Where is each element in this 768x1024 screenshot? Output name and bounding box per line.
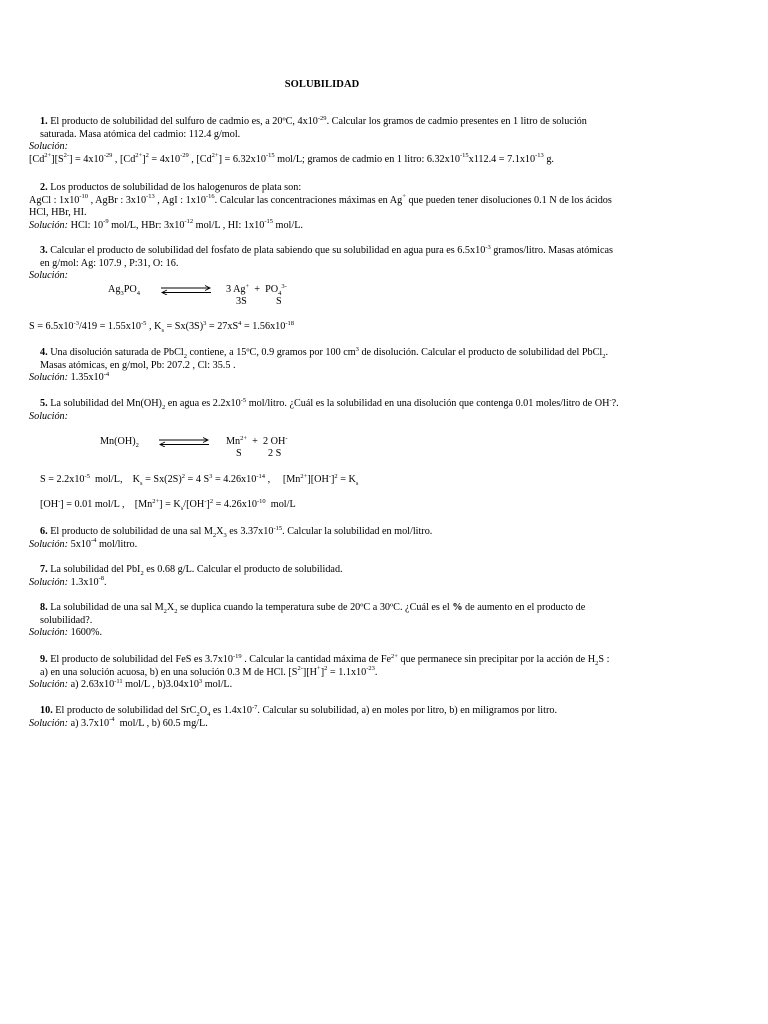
calculation-line: $S = 6.5x10^{-3}/419 = 1.55x10^{-5}$ , $K_s = Sx(3S)^3 = 27xS^4 = 1.56x10^{-18}$ [29,319,295,335]
solution-label: Solución: [29,219,69,231]
equation-products: $Mn^{2+} + 2$ OH- [226,434,288,447]
equilibrium-arrows-icon [160,285,212,295]
problem-number: 10. [40,705,53,716]
problem-number: 7. [40,564,48,575]
solution-text: $5x10^{-4}$ mol/litro. [70,537,138,550]
solution-text: HCl: $10^{-9}$ mol/L, HBr: $3x10^{-12}$ mol/L , HI: $1x10^{-15}$ mol/L. [70,218,303,231]
stoich-under-2: S [276,296,282,307]
problem-number: 9. [40,654,48,665]
problem-3 [29,245,619,283]
problem-text: Los productos de solubilidad de los halogenuros de plata son: [50,182,302,193]
problem-text: La solubilidad del $Mn(OH)_2$ en agua es $2.2x10^{-5}$ mol/litro. ¿Cuál es la solubilidad en una disolución que contenga 0.01 moles/litro de OH-?. [50,396,619,412]
solution-text: $1.35x10^{-4}$ [70,370,110,383]
problem-number: 1. [40,116,48,127]
problem-number: 4. [40,347,48,358]
problem-number: 6. [40,526,48,537]
solution-label: Solución: [29,627,69,638]
solution-label: Solución: [29,410,69,422]
solution-label: Solución: [29,538,69,550]
problem-8 [29,602,619,640]
solution-label: Solución: [29,372,69,383]
solution-label: Solución: [29,717,69,729]
problem-number: 3. [40,245,48,256]
problem-text: El producto de solubilidad del FeS es $3.7x10^{-19}$ . Calcular la cantidad máxima de $Fe^{2+}$ que permanece sin precipitar por la acción de $H_2S$ : a) en una solución acuosa, b) en una solución 0.3 M de HCl. $[S^{2-}][H^+]^2 = 1.1x10^{-23}$. [40,652,610,678]
equilibrium-arrows-icon [158,437,210,447]
problem-7 [29,564,619,589]
problem-5 [29,398,619,423]
problem-number: 8. [40,602,48,613]
problem-text: Una disolución saturada de PbCl$_2$ contiene, a 15ºC, 0.9 gramos por 100 $cm^3$ de disolución. Calcular el producto de solubilidad del PbCl$_2$. Masas atómicas, en g/mol, Pb: 207.2 , Cl: 35.5 . [40,345,609,371]
calculation-line-1: $S = 2.2x10^{-5}$ mol/L, $K_s = Sx(2S)^2 = 4$ $S^3 = 4.26x10^{-14}$ , $[Mn^{2+}][OH^-]^2 = K_s$ [40,472,359,488]
problem-text: El producto de solubilidad de una sal $M_2X_3$ es $3.37x10^{-15}$. Calcular la solubilidad en mol/litro. [50,524,433,540]
problem-2 [29,182,619,232]
problem-text: El producto de solubilidad del $SrC_2O_4$ es $1.4x10^{-7}$. Calcular su solubilidad, a) en moles por litro, b) en miligramos por litro. [55,703,558,719]
problem-number: 2. [40,182,48,193]
calculation-line-2: [OH-] = 0.01 mol/L , $[Mn^{2+}] = K_s/[OH^-]^2 = 4.26x10^{-10}$ mol/L [40,497,296,513]
page-title: SOLUBILIDAD [284,79,360,90]
problem-6 [29,526,619,551]
solution-label: Solución: [29,576,69,588]
solution-text: 1600%. [70,627,103,638]
equation-reactant: $Ag_3PO_4$ [108,284,140,298]
problem-data: AgCl : $1x10^{-10}$ , AgBr : $3x10^{-13}$ , AgI : $1x10^{-16}$. Calcular las concentraciones máximas en Ag+ que pueden tener disoluciones 0.1 N de los ácidos HCl, HBr, HI. [29,193,612,218]
solution-text: $[Cd^{2+}][S^{2-}] = 4x10^{-29}$ , $[Cd^{2+}]^2 = 4x10^{-29}$ , $[Cd^{2+}] = 6.32x10^{-15}$ mol/L; gramos de cadmio en 1 litro: $6.32x10^{-15}x112.4 = 7.1x10^{-13}$ g. [29,152,554,165]
stoich-under-2: 2 S [268,448,282,459]
problem-10 [29,705,619,730]
problem-text: Calcular el producto de solubilidad del fosfato de plata sabiendo que su solubilidad en agua pura es $6.5x10^{-3}$ gramos/litro. Masas atómicas en g/mol: Ag: 107.9 , P:31, O: 16. [40,243,613,269]
stoich-under-1: S [236,448,242,459]
problem-text: El producto de solubilidad del sulfuro de cadmio es, a 20ºC, $4x10^{-29}$. Calcular los gramos de cadmio presentes en 1 litro de solución saturada. Masa atómica del cadmio: 112.4 g/mol. [40,114,587,140]
problem-text: La solubilidad de una sal $M_2X_2$ se duplica cuando la temperatura sube de 20ºC a 30ºC. ¿Cuál es el % de aumento en el producto de solubilidad?. [40,602,586,626]
problem-number: 5. [40,398,48,409]
solution-label: Solución: [29,679,69,690]
problem-4 [29,347,619,385]
equation-reactant: $Mn(OH)_2$ [100,436,139,450]
stoich-under-1: 3S [236,296,247,307]
solution-label: Solución: [29,141,69,152]
problem-1 [29,116,619,166]
problem-text: La solubilidad del PbI$_2$ es 0.68 g/L. Calcular el producto de solubilidad. [50,564,343,578]
solution-text: $1.3x10^{-8}$. [70,575,107,588]
problem-9 [29,654,619,692]
solution-text: a) $3.7x10^{-4}$ mol/L , b) 60.5 mg/L. [70,716,208,729]
solution-text: a) $2.63x10^{-11}$ mol/L , $b)3.04x10^3$ mol/L. [70,677,233,690]
solution-label: Solución: [29,270,69,281]
equation-products: 3 $Ag^+ + PO_4^{3-}$ [226,282,287,298]
